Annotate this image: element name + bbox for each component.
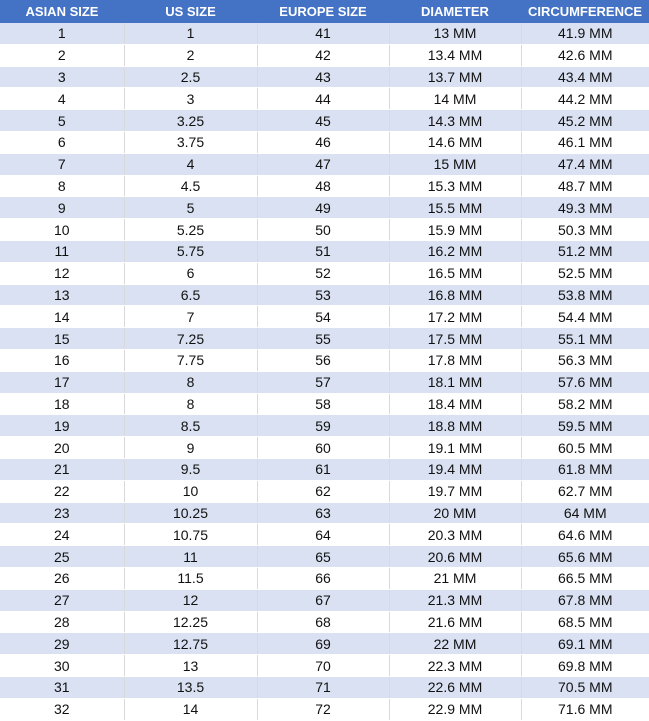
table-row [0, 371, 649, 393]
cell-diameter: 13.4 MM [389, 44, 521, 66]
cell-circumference: 44.2 MM [521, 88, 649, 110]
table-row [0, 546, 649, 568]
cell-us-size: 5.75 [124, 240, 257, 262]
cell-circumference: 46.1 MM [521, 131, 649, 153]
header-diameter: DIAMETER [389, 0, 521, 23]
cell-us-size: 8.5 [124, 415, 257, 437]
cell-us-size: 7.25 [124, 328, 257, 350]
cell-europe-size: 45 [257, 110, 389, 132]
table-row [0, 240, 649, 262]
cell-europe-size: 60 [257, 437, 389, 459]
cell-diameter: 21 MM [389, 567, 521, 589]
table-row [0, 306, 649, 328]
cell-circumference: 41.9 MM [521, 23, 649, 44]
cell-circumference: 67.8 MM [521, 589, 649, 611]
cell-europe-size: 52 [257, 262, 389, 284]
cell-us-size: 2 [124, 44, 257, 66]
cell-circumference: 54.4 MM [521, 306, 649, 328]
cell-us-size: 12.25 [124, 611, 257, 633]
cell-us-size: 5 [124, 197, 257, 219]
cell-asian-size: 23 [0, 502, 124, 524]
cell-diameter: 16.2 MM [389, 240, 521, 262]
cell-europe-size: 64 [257, 524, 389, 546]
cell-diameter: 18.4 MM [389, 393, 521, 415]
cell-circumference: 71.6 MM [521, 698, 649, 720]
table-body [0, 23, 649, 720]
cell-circumference: 66.5 MM [521, 567, 649, 589]
cell-us-size: 2.5 [124, 66, 257, 88]
cell-europe-size: 72 [257, 698, 389, 720]
table-row [0, 131, 649, 153]
cell-circumference: 68.5 MM [521, 611, 649, 633]
cell-diameter: 15.3 MM [389, 175, 521, 197]
cell-circumference: 69.1 MM [521, 633, 649, 655]
cell-europe-size: 49 [257, 197, 389, 219]
cell-circumference: 62.7 MM [521, 480, 649, 502]
cell-asian-size: 24 [0, 524, 124, 546]
table-header [0, 0, 649, 23]
cell-circumference: 59.5 MM [521, 415, 649, 437]
table-row [0, 153, 649, 175]
cell-asian-size: 4 [0, 88, 124, 110]
cell-europe-size: 71 [257, 676, 389, 698]
table-row [0, 655, 649, 677]
table-row [0, 197, 649, 219]
cell-circumference: 53.8 MM [521, 284, 649, 306]
cell-diameter: 21.6 MM [389, 611, 521, 633]
cell-asian-size: 30 [0, 655, 124, 677]
table-row [0, 66, 649, 88]
cell-circumference: 69.8 MM [521, 655, 649, 677]
cell-diameter: 18.8 MM [389, 415, 521, 437]
cell-asian-size: 26 [0, 567, 124, 589]
cell-asian-size: 9 [0, 197, 124, 219]
cell-europe-size: 42 [257, 44, 389, 66]
table-row [0, 458, 649, 480]
cell-circumference: 42.6 MM [521, 44, 649, 66]
cell-asian-size: 17 [0, 371, 124, 393]
cell-circumference: 58.2 MM [521, 393, 649, 415]
cell-us-size: 4.5 [124, 175, 257, 197]
cell-circumference: 64.6 MM [521, 524, 649, 546]
cell-circumference: 48.7 MM [521, 175, 649, 197]
cell-us-size: 9 [124, 437, 257, 459]
cell-circumference: 61.8 MM [521, 458, 649, 480]
cell-us-size: 10.75 [124, 524, 257, 546]
cell-asian-size: 13 [0, 284, 124, 306]
cell-diameter: 14 MM [389, 88, 521, 110]
cell-circumference: 56.3 MM [521, 349, 649, 371]
cell-us-size: 7 [124, 306, 257, 328]
cell-circumference: 51.2 MM [521, 240, 649, 262]
cell-asian-size: 15 [0, 328, 124, 350]
cell-europe-size: 59 [257, 415, 389, 437]
cell-us-size: 6 [124, 262, 257, 284]
cell-diameter: 15 MM [389, 153, 521, 175]
cell-asian-size: 16 [0, 349, 124, 371]
cell-circumference: 55.1 MM [521, 328, 649, 350]
table-row [0, 676, 649, 698]
table-row [0, 284, 649, 306]
cell-asian-size: 11 [0, 240, 124, 262]
cell-asian-size: 8 [0, 175, 124, 197]
cell-europe-size: 48 [257, 175, 389, 197]
cell-diameter: 15.5 MM [389, 197, 521, 219]
cell-europe-size: 54 [257, 306, 389, 328]
cell-us-size: 10 [124, 480, 257, 502]
cell-asian-size: 22 [0, 480, 124, 502]
cell-circumference: 64 MM [521, 502, 649, 524]
cell-europe-size: 55 [257, 328, 389, 350]
cell-europe-size: 43 [257, 66, 389, 88]
cell-us-size: 11.5 [124, 567, 257, 589]
cell-diameter: 17.5 MM [389, 328, 521, 350]
table-row [0, 44, 649, 66]
cell-us-size: 7.75 [124, 349, 257, 371]
cell-circumference: 60.5 MM [521, 437, 649, 459]
cell-diameter: 15.9 MM [389, 219, 521, 241]
table-row [0, 262, 649, 284]
cell-europe-size: 41 [257, 23, 389, 44]
table-row [0, 219, 649, 241]
cell-europe-size: 51 [257, 240, 389, 262]
cell-circumference: 50.3 MM [521, 219, 649, 241]
cell-europe-size: 70 [257, 655, 389, 677]
cell-us-size: 6.5 [124, 284, 257, 306]
header-us-size: US SIZE [124, 0, 257, 23]
table-row [0, 175, 649, 197]
cell-asian-size: 25 [0, 546, 124, 568]
table-row [0, 437, 649, 459]
cell-asian-size: 10 [0, 219, 124, 241]
cell-asian-size: 1 [0, 23, 124, 44]
cell-diameter: 13 MM [389, 23, 521, 44]
cell-diameter: 17.2 MM [389, 306, 521, 328]
cell-diameter: 16.5 MM [389, 262, 521, 284]
cell-diameter: 19.4 MM [389, 458, 521, 480]
cell-europe-size: 46 [257, 131, 389, 153]
cell-circumference: 65.6 MM [521, 546, 649, 568]
cell-asian-size: 6 [0, 131, 124, 153]
cell-asian-size: 21 [0, 458, 124, 480]
table-row [0, 633, 649, 655]
cell-europe-size: 66 [257, 567, 389, 589]
header-circumference: CIRCUMFERENCE [521, 0, 649, 23]
cell-us-size: 13.5 [124, 676, 257, 698]
cell-diameter: 22 MM [389, 633, 521, 655]
cell-us-size: 5.25 [124, 219, 257, 241]
cell-europe-size: 53 [257, 284, 389, 306]
cell-circumference: 57.6 MM [521, 371, 649, 393]
cell-diameter: 22.3 MM [389, 655, 521, 677]
cell-asian-size: 27 [0, 589, 124, 611]
cell-diameter: 14.3 MM [389, 110, 521, 132]
cell-europe-size: 44 [257, 88, 389, 110]
cell-diameter: 19.1 MM [389, 437, 521, 459]
cell-europe-size: 56 [257, 349, 389, 371]
table-row [0, 502, 649, 524]
cell-europe-size: 47 [257, 153, 389, 175]
cell-us-size: 3 [124, 88, 257, 110]
cell-asian-size: 2 [0, 44, 124, 66]
header-europe-size: EUROPE SIZE [257, 0, 389, 23]
cell-asian-size: 18 [0, 393, 124, 415]
cell-us-size: 12.75 [124, 633, 257, 655]
cell-asian-size: 19 [0, 415, 124, 437]
cell-us-size: 12 [124, 589, 257, 611]
cell-europe-size: 69 [257, 633, 389, 655]
table-row [0, 88, 649, 110]
cell-circumference: 45.2 MM [521, 110, 649, 132]
cell-diameter: 20.3 MM [389, 524, 521, 546]
header-asian-size: ASIAN SIZE [0, 0, 124, 23]
cell-europe-size: 68 [257, 611, 389, 633]
cell-asian-size: 7 [0, 153, 124, 175]
cell-diameter: 20.6 MM [389, 546, 521, 568]
table-row [0, 110, 649, 132]
cell-diameter: 20 MM [389, 502, 521, 524]
cell-us-size: 4 [124, 153, 257, 175]
cell-europe-size: 50 [257, 219, 389, 241]
cell-asian-size: 20 [0, 437, 124, 459]
cell-us-size: 3.25 [124, 110, 257, 132]
table-row [0, 480, 649, 502]
cell-circumference: 49.3 MM [521, 197, 649, 219]
cell-us-size: 8 [124, 371, 257, 393]
cell-europe-size: 62 [257, 480, 389, 502]
cell-diameter: 13.7 MM [389, 66, 521, 88]
cell-europe-size: 61 [257, 458, 389, 480]
table-row [0, 415, 649, 437]
cell-us-size: 11 [124, 546, 257, 568]
cell-europe-size: 57 [257, 371, 389, 393]
table-row [0, 698, 649, 720]
table-row [0, 524, 649, 546]
cell-europe-size: 63 [257, 502, 389, 524]
table-row [0, 23, 649, 44]
cell-asian-size: 31 [0, 676, 124, 698]
cell-diameter: 19.7 MM [389, 480, 521, 502]
table-row [0, 349, 649, 371]
cell-asian-size: 12 [0, 262, 124, 284]
cell-asian-size: 28 [0, 611, 124, 633]
cell-asian-size: 32 [0, 698, 124, 720]
cell-circumference: 47.4 MM [521, 153, 649, 175]
cell-us-size: 10.25 [124, 502, 257, 524]
cell-diameter: 17.8 MM [389, 349, 521, 371]
cell-circumference: 52.5 MM [521, 262, 649, 284]
cell-asian-size: 14 [0, 306, 124, 328]
cell-diameter: 22.6 MM [389, 676, 521, 698]
cell-diameter: 18.1 MM [389, 371, 521, 393]
cell-asian-size: 5 [0, 110, 124, 132]
cell-europe-size: 67 [257, 589, 389, 611]
cell-us-size: 3.75 [124, 131, 257, 153]
cell-circumference: 43.4 MM [521, 66, 649, 88]
table-row [0, 393, 649, 415]
cell-us-size: 14 [124, 698, 257, 720]
cell-asian-size: 29 [0, 633, 124, 655]
cell-diameter: 14.6 MM [389, 131, 521, 153]
table-row [0, 567, 649, 589]
cell-europe-size: 65 [257, 546, 389, 568]
cell-asian-size: 3 [0, 66, 124, 88]
cell-diameter: 22.9 MM [389, 698, 521, 720]
cell-circumference: 70.5 MM [521, 676, 649, 698]
table-row [0, 328, 649, 350]
cell-us-size: 8 [124, 393, 257, 415]
table-row [0, 589, 649, 611]
cell-europe-size: 58 [257, 393, 389, 415]
header-row [0, 0, 649, 23]
cell-diameter: 16.8 MM [389, 284, 521, 306]
cell-diameter: 21.3 MM [389, 589, 521, 611]
cell-us-size: 1 [124, 23, 257, 44]
cell-us-size: 9.5 [124, 458, 257, 480]
table-row [0, 611, 649, 633]
cell-us-size: 13 [124, 655, 257, 677]
